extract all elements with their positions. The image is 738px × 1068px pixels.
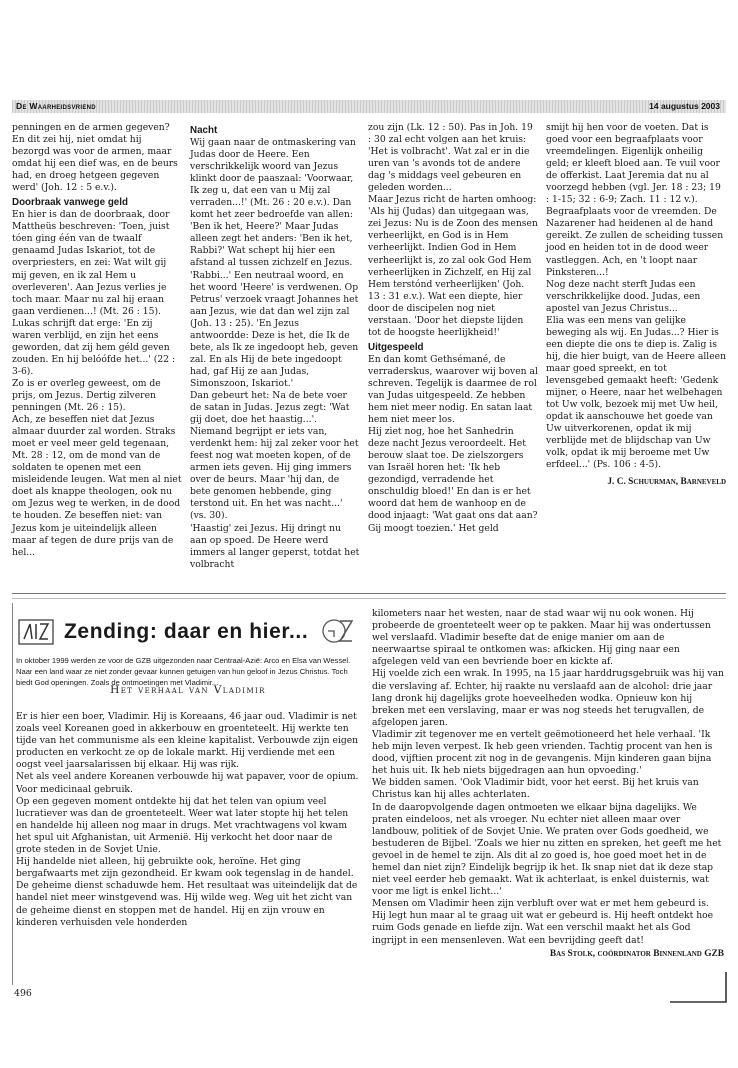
paragraph: penningen en de armen gegeven? En dit zei hij, niet omdat hij bezorgd was voor de armen, maar omdat hij een dief was, en de beurs had, en droeg hetgeen gegeven werd' (Joh. 12 : 5 e.v.).: [12, 122, 178, 194]
section-heading: Nacht: [190, 125, 218, 136]
paragraph: smijt hij hen voor de voeten. Dat is goed voor een begraafplaats voor vreemdelingen. Eigenlijk onheilig geld; er kleeft bloed aan. Te vuil voor de offerkist. Laat Jeremia dat nu al voorzegd hebben (vgl. Jer. 18 : 23; 19 : 1-15; 32 : 6-9; Zach. 11 : 12 v.). Begraafplaats voor de vreemden. De Nazarener had heidenen al de hand gereikt. Ze zullen de scheiding tussen jood en heiden tot in de dood weer vastleggen. Ach, en 't loopt naar Pinksteren...!: [546, 122, 724, 278]
gzb-logo-icon: [18, 619, 54, 645]
paragraph: In de daaropvolgende dagen ontmoeten we elkaar bijna dagelijks. We praten eindeloos, net als vroeger. Nu echter niet alleen maar over landbouw, politiek of de Sovjet Unie. We praten over Gods goedheid, we bestuderen de Bijbel. 'Zoals we hier nu zitten en spreken, het geeft me het gevoel in de hemel te zijn. Als dit al zo goed is, hoe goed moet het in de hemel dan niet zijn? Eindelijk begrijp ik het. Ik snap niet dat ik deze stap niet veel eerder heb gemaakt. Wat ik achterlaat, is enkel duisternis, wat voor me ligt is enkel licht...': [372, 801, 722, 898]
paragraph: 'Haastig' zei Jezus. Hij dringt nu aan op spoed. De Heere werd immers al langer geperst, totdat het volbracht: [190, 522, 360, 570]
paragraph: Hij voelde zich een wrak. In 1995, na 15 jaar harddrugsgebruik was hij van die verslaving af. Echter, hij raakte nu verslaafd aan de alcohol: drie jaar lang dronk hij dagelijks grote hoeveelheden wodka. Opnieuw kon hij breken met een verslaving, maar er was nog steeds het terugvallen, de afgelopen jaren.: [372, 668, 724, 728]
paragraph: Er is hier een boer, Vladimir. Hij is Koreaans, 46 jaar oud. Vladimir is net zoals veel Koreanen goed in akkerbouw en groenteteelt. Hij werkte ten tijde van het communisme als een kleine kapitalist. Verbouwde zijn eigen producten en verkocht ze op de lokale markt. Hij verdiende met een oogst veel jaarsalarissen bij elkaar. Hij was rijk.: [16, 711, 359, 771]
zending-intro: In oktober 1999 werden ze voor de GZB uitgezonden naar Centraal-Azië: Arco en Elsa van Wessel. Naar een land waar ze niet zonder gevaar kunnen getuigen van hun geloof in Jezus Christus. Toch biedt God openingen. Zoals de ontmoetingen met Vladimir...: [16, 656, 351, 687]
paragraph: Vladimir zit tegenover me en vertelt geëmotioneerd het hele verhaal. 'Ik heb mijn leven verpest. Ik heb geen vrienden. Tachtig procent van hen is dood, vijftien procent zit nog in de gevangenis. Mijn kinderen gaan bijna het huis uit. Ik heb niets bijgedragen aan hun opvoeding.': [372, 728, 713, 777]
section-heading: Uitgespeeld: [368, 341, 424, 353]
paragraph: Net als veel andere Koreanen verbouwde hij wat papaver, voor de opium. Voor medicinaal gebruik.: [16, 771, 359, 795]
page-corner-mark: [670, 968, 730, 1008]
zending-title: Zending: daar en hier...: [64, 620, 309, 643]
masthead-date: 14 augustus 2003: [649, 101, 720, 111]
paragraph: Ach, ze beseffen niet dat Jezus almaar duurder zal worden. Straks moet er veel meer geld tegenaan, Mt. 28 : 12, om de mond van de soldaten te openen met een misleidende leugen. Wat men al niet doet als knappe theologen, ook nu om Jezus weg te werken, in de dood te houden. Ze beseffen niet: van Jezus kom je uiteindelijk alleen maar af tegen de dure prijs van de hel...: [12, 414, 182, 558]
paragraph: Wij gaan naar de ontmaskering van Judas door de Heere. Een verschrikkelijk woord van Jezus klinkt door de paaszaal: 'Voorwaar, Ik zeg u, dat een van u Mij zal verraden...!' (Mt. 26 : 20 e.v.). Dan komt het zeer bedroefde van allen: 'Ben ik het, Heere?' Maar Judas alleen zegt het anders: 'Ben ik het, Rabbi?' Wat schept hij hier een afstand al tussen zichzelf en Jezus. 'Rabbi...' Een neutraal woord, en het woord 'Heere' is verdwenen. Op Petrus' verzoek vraagt Johannes het aan Jezus, wie dat dan wel zijn zal (Joh. 13 : 25). 'En Jezus antwoordde: Deze is het, die Ik de bete, als Ik ze ingedoopt heb, geven zal. En als Hij de bete ingedoopt had, gaf Hij ze aan Judas, Simonszoon, Iskariot.': [190, 137, 359, 389]
article-column-1: [12, 122, 182, 559]
gzb-monogram-icon: [320, 617, 358, 645]
article-column-2: [190, 122, 360, 571]
zending-right-body: [372, 608, 724, 959]
article-column-3: [368, 122, 538, 535]
article-signature: J. C. Schuurman, Barneveld: [607, 477, 726, 488]
paragraph: We bidden samen. 'Ook Vladimir bidt, voor het eerst. Bij het kruis van Christus kan hij alles achterlaten.: [372, 777, 699, 801]
paragraph: Nog deze nacht sterft Judas een verschrikkelijke dood. Judas, een apostel van Jezus Christus...: [546, 278, 701, 314]
page-number: 496: [14, 988, 32, 999]
zending-signature: Bas Stolk, coördinator Binnenland GZB: [549, 948, 724, 959]
section-divider-thin: [12, 598, 726, 599]
paragraph: Op een gegeven moment ontdekte hij dat het telen van opium veel lucratiever was dan de groenteteelt. Weer wat later stopte hij het telen en handelde hij alleen nog maar in drugs. Met vrachtwagens vol kwam het spul uit Afghanistan, uit Armenië. Hij verkocht het door naar de grote steden in de Sovjet Unie.: [16, 795, 349, 856]
paragraph: zou zijn (Lk. 12 : 50). Pas in Joh. 19 : 30 zal echt volgen aan het kruis: 'Het is volbracht'. Wat zal er in die uren van 's avonds tot de andere dag 's middags veel gebeuren en geleden worden...: [368, 122, 533, 194]
article-column-4-body: [546, 122, 726, 471]
paragraph: Zo is er overleg geweest, om de prijs, om Jezus. Dertig zilveren penningen (Mt. 26 : 15).: [12, 377, 161, 414]
masthead-band: [12, 100, 726, 113]
paragraph: Maar Jezus richt de harten omhoog: 'Als hij (Judas) dan uitgegaan was, zei Jezus: Nu is de Zoon des mensen verheerlijkt, en God is in Hem verheerlijkt. Indien God in Hem verheerlijkt is, zo zal ook God Hem verheerlijken in Zichzelf, en Hij zal Hem terstónd verheerlijken' (Joh. 13 : 31 e.v.). Wat een diepte, hier door de discipelen nog niet verstaan. 'Door het diepste lijden tot de hoogste heerlijkheid!': [368, 194, 538, 338]
paragraph: Dan gebeurt het: Na de bete voer de satan in Judas. Jezus zegt: 'Wat gij doet, doe het haastig...'.: [190, 389, 350, 426]
paragraph: kilometers naar het westen, naar de stad waar wij nu ook wonen. Hij probeerde de groenteteelt weer op te pakken. Maar hij was ondertussen wel verslaafd. Vladimir besefte dat de enige manier om aan de neerwaartse spiraal te ontkomen was: afkicken. Hij ging naar een afgelegen veld van een bevriende boer en kickte af.: [372, 608, 711, 668]
zending-left-body: [16, 711, 360, 929]
paragraph: En dan komt Gethsémané, de verraderskus, waarover wij boven al schreven. Tegelijk is daarmee de rol van Judas uitgespeeld. Ze hebben hem niet meer nodig. En satan laat hem niet meer los.: [368, 353, 538, 426]
paragraph: Mensen om Vladimir heen zijn verbluft over wat er met hem gebeurd is. Hij legt hun maar al te graag uit wat er gebeurd is. Hij heeft ontdekt hoe ruim Gods genade en liefde zijn. Wat een verschil maakt het als God ingrijpt in een mensenleven. Wat een bevrijding geeft dat!: [372, 898, 714, 946]
section-divider: [12, 593, 726, 594]
section-heading: Doorbraak vanwege geld: [12, 197, 128, 209]
zending-right-paragraphs: [372, 608, 724, 947]
paragraph: Niemand begrijpt er iets van, verdenkt hem: hij zal zeker voor het feest nog wat moeten kopen, of de armen iets geven. Hij ging immers over de beurs. Maar 'hij dan, de bete genomen hebbende, ging terstond uit. En het was nacht...' (vs. 30).: [190, 426, 359, 522]
masthead-title: De Waarheidsvriend: [16, 101, 96, 111]
paragraph: Hij ziet nog, hoe het Sanhedrin deze nacht Jezus veroordeelt. Het berouw slaat toe. De zielszorgers van Israël horen het: 'Ik heb gezondigd, verradende het onschuldig bloed!' En dan is er het woord dat hem de wanhoop en de dood injaagt: 'Wat gaat ons dat aan? Gij moogt toezien.' Het geld: [368, 426, 538, 534]
paragraph: Elia was een mens van gelijke beweging als wij. En Judas...? Hier is een diepte die ons te diep is. Zalig is hij, die hier buigt, van de Heere alleen maar goed spreekt, en tot levensgebed gemaakt heeft: 'Gedenk mijner, o Heere, naar het welbehagen tot Uw volk, bezoek mij met Uw heil, opdat ik aanschouwe het goede van Uw uitverkorenen, opdat ik mij verblijde met de blijdschap van Uw volk, opdat ik mij beroeme met Uw erfdeel...' (Ps. 106 : 4-5).: [546, 314, 727, 471]
paragraph: Hij handelde niet alleen, hij gebruikte ook, heroïne. Het ging bergafwaarts met zijn gezondheid. Er kwam ook tegenslag in de handel. De geheime dienst schaduwde hem. Het resultaat was uiteindelijk dat de handel niet meer winstgevend was. Hij wilde weg. Weg uit het zicht van de geheime dienst en stoppen met de handel. Hij en zijn vrouw en kinderen verhuisden vele honderden: [16, 856, 358, 928]
paragraph: En hier is dan de doorbraak, door Mattheüs beschreven: 'Toen, juist tóen ging één van de twaalf genaamd Judas Iskariot, tot de overpriesters, en zei: Wat wilt gij mij geven, en ik zal Hem u overleveren'. Aan Jezus verlies je toch maar. Maar nu zal hij eraan gaan verdienen...! (Mt. 26 : 15). Lukas schrijft dat erge: 'En zij waren verblijd, en zijn het eens geworden, dat zij hem géld geven zouden. En hij belóófde het...' (22 : 3-6).: [12, 209, 176, 377]
article-column-4: [546, 122, 726, 487]
zending-subtitle: Het verhaal van Vladimir: [110, 684, 266, 696]
